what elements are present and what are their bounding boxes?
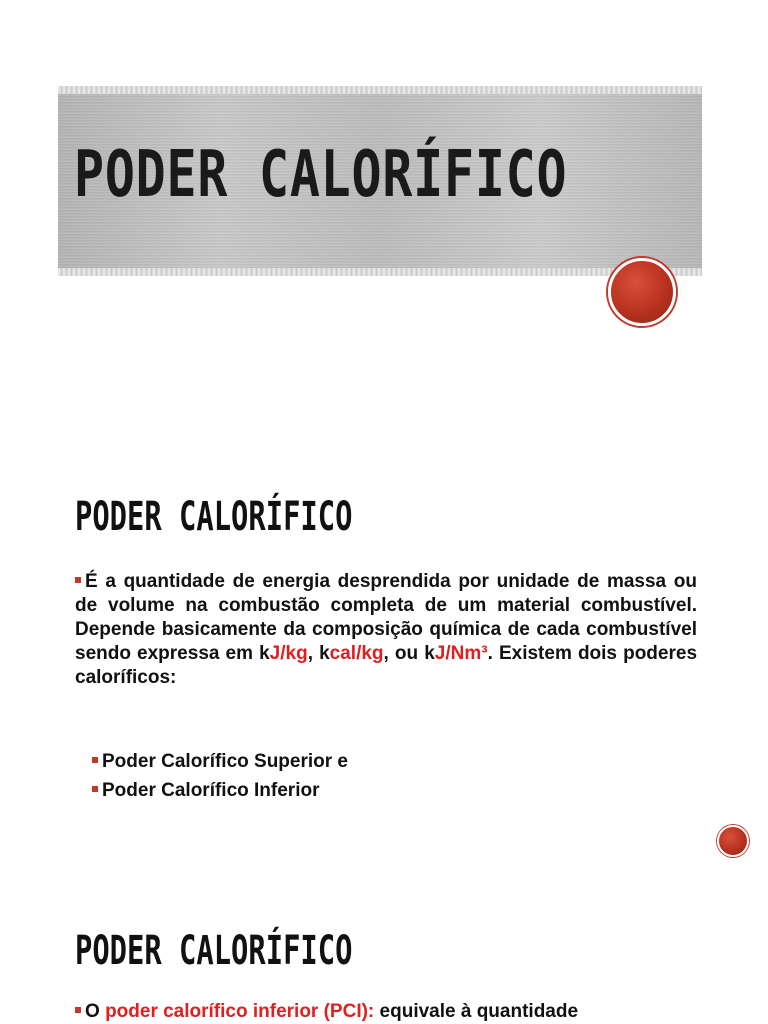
bullet-icon xyxy=(75,577,81,583)
unit-jkg: J/kg xyxy=(269,643,308,664)
bullet-icon xyxy=(92,786,98,792)
subitem-label: Poder Calorífico Inferior xyxy=(102,780,320,801)
content-slide-definition xyxy=(0,430,768,850)
banner-bottom-stripe xyxy=(58,268,702,276)
title-slide xyxy=(0,0,768,400)
slide-heading: PODER CALORÍFICO xyxy=(75,494,353,540)
subitem-inferior xyxy=(92,779,319,803)
content-slide-pci xyxy=(0,880,768,1024)
bullet-icon xyxy=(75,1007,81,1013)
red-circle-decoration xyxy=(608,258,676,326)
pci-paragraph xyxy=(75,1000,697,1024)
subitem-label: Poder Calorífico Superior e xyxy=(102,751,348,772)
paragraph-text: . Existem dois poderes caloríficos: xyxy=(75,643,698,688)
paragraph-text: equivale à quantidade xyxy=(374,1001,579,1022)
paragraph-text: É a quantidade de energia desprendida por unidade de massa ou de volume na combustão completa de um material combustível. Depende basicamente da composição química de cada combustível sendo expressa em k xyxy=(75,571,697,664)
banner-top-stripe xyxy=(58,86,702,94)
subitem-superior xyxy=(92,750,348,774)
slide-title: PODER CALORÍFICO xyxy=(74,138,568,212)
separator-text: , ou k xyxy=(383,643,435,664)
red-circle-decoration-small xyxy=(717,825,749,857)
unit-calkg: cal/kg xyxy=(329,643,384,664)
title-banner xyxy=(58,86,702,276)
bullet-icon xyxy=(92,757,98,763)
separator-text: , k xyxy=(307,643,330,664)
paragraph-text: O xyxy=(85,1001,106,1022)
slide-heading: PODER CALORÍFICO xyxy=(75,928,353,974)
unit-jnm3: J/Nm³ xyxy=(434,643,488,664)
pci-highlight: poder calorífico inferior (PCI): xyxy=(105,1001,375,1022)
definition-paragraph xyxy=(75,570,697,690)
